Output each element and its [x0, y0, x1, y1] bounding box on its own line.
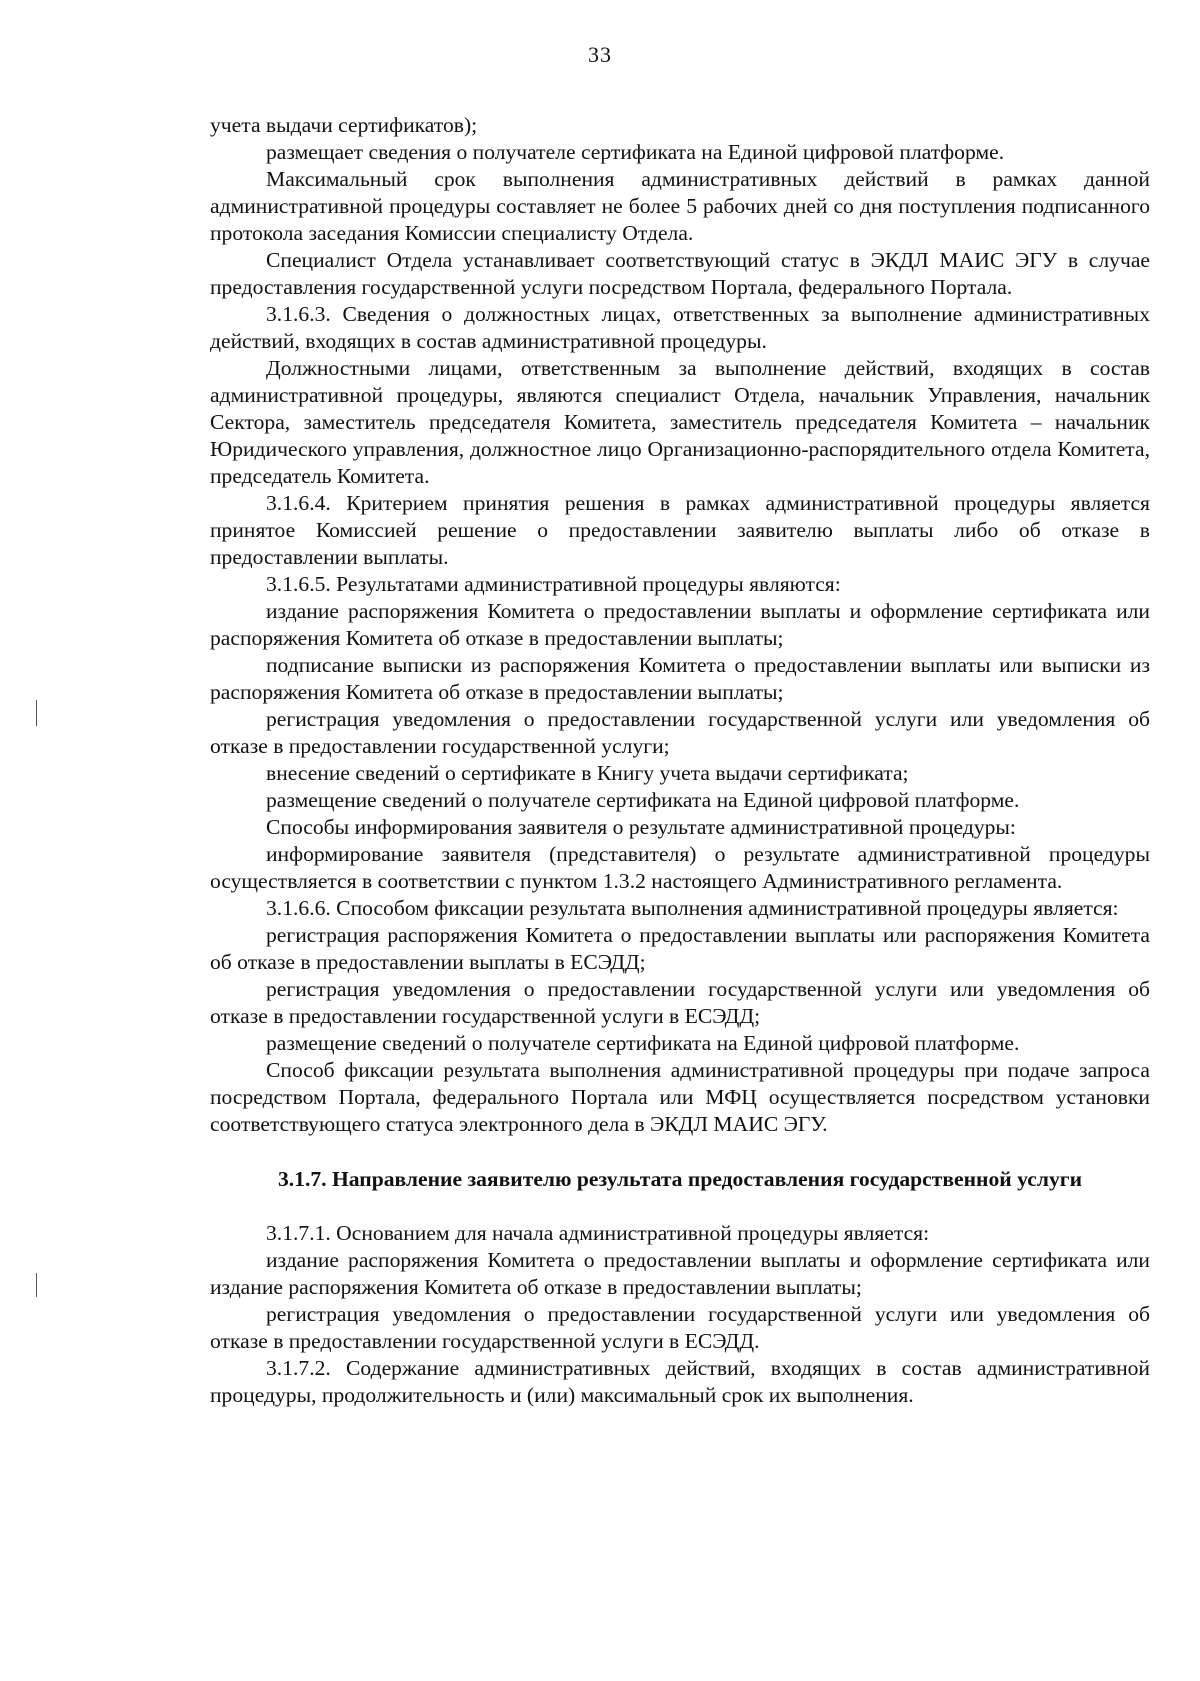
paragraph: Способ фиксации результата выполнения административной процедуры при подаче запроса посредством Портала, федерального Портала или МФЦ осуществляется посредством установки соответствующего статуса электронного дела в ЭКДЛ МАИС ЭГУ.: [210, 1058, 1150, 1136]
paragraph: 3.1.7.2. Содержание административных действий, входящих в состав административной процедуры, продолжительность и (или) максимальный срок их выполнения.: [210, 1356, 1150, 1407]
paragraph: регистрация уведомления о предоставлении государственной услуги или уведомления об отказе в предоставлении государственной услуги в ЕСЭДД.: [210, 1302, 1150, 1353]
paragraph: издание распоряжения Комитета о предоставлении выплаты и оформление сертификата или издание распоряжения Комитета об отказе в предоставлении выплаты;: [210, 1248, 1150, 1299]
paragraph: Должностными лицами, ответственным за выполнение действий, входящих в состав административной процедуры, являются специалист Отдела, начальник Управления, начальник Сектора, заместитель председателя Комитета, заместитель председателя Комитета – начальник Юридического управления, должностное лицо Организационно-распорядительного отдела Комитета, председатель Комитета.: [210, 356, 1150, 488]
scan-margin-mark: [36, 1273, 37, 1297]
paragraph: Способы информирования заявителя о результате административной процедуры:: [266, 815, 1016, 839]
paragraph: регистрация уведомления о предоставлении государственной услуги или уведомления об отказе в предоставлении государственной услуги;: [210, 707, 1150, 758]
document-body: [210, 112, 1150, 1409]
paragraph: 3.1.6.3. Сведения о должностных лицах, ответственных за выполнение административных действий, входящих в состав административной процедуры.: [210, 302, 1150, 353]
paragraph: информирование заявителя (представителя) о результате административной процедуры осуществляется в соответствии с пунктом 1.3.2 настоящего Административного регламента.: [210, 842, 1150, 893]
paragraph: Специалист Отдела устанавливает соответствующий статус в ЭКДЛ МАИС ЭГУ в случае предоставления государственной услуги посредством Портала, федерального Портала.: [210, 248, 1150, 299]
paragraph: 3.1.6.6. Способом фиксации результата выполнения административной процедуры является:: [266, 896, 1119, 920]
paragraph: подписание выписки из распоряжения Комитета о предоставлении выплаты или выписки из распоряжения Комитета об отказе в предоставлении выплаты;: [210, 653, 1150, 704]
paragraph: размещение сведений о получателе сертификата на Единой цифровой платформе.: [266, 1031, 1020, 1055]
paragraph: размещает сведения о получателе сертификата на Единой цифровой платформе.: [266, 140, 1005, 164]
paragraph: 3.1.7.1. Основанием для начала административной процедуры является:: [266, 1221, 930, 1245]
paragraph: издание распоряжения Комитета о предоставлении выплаты и оформление сертификата или распоряжения Комитета об отказе в предоставлении выплаты;: [210, 599, 1150, 650]
paragraph: регистрация уведомления о предоставлении государственной услуги или уведомления об отказе в предоставлении государственной услуги в ЕСЭДД;: [210, 977, 1150, 1028]
paragraphs-after-heading: [210, 1220, 1150, 1409]
paragraphs-before-heading: [210, 112, 1150, 1138]
paragraph: регистрация распоряжения Комитета о предоставлении выплаты или распоряжения Комитета об отказе в предоставлении выплаты в ЕСЭДД;: [210, 923, 1150, 974]
paragraph: размещение сведений о получателе сертификата на Единой цифровой платформе.: [266, 788, 1020, 812]
scan-margin-mark: [36, 700, 37, 726]
paragraph: внесение сведений о сертификате в Книгу учета выдачи сертификата;: [266, 761, 909, 785]
page-number: 33: [588, 42, 612, 67]
paragraph: 3.1.6.4. Критерием принятия решения в рамках административной процедуры является принятое Комиссией решение о предоставлении заявителю выплаты либо об отказе в предоставлении выплаты.: [210, 491, 1150, 569]
paragraph: учета выдачи сертификатов);: [210, 113, 478, 137]
paragraph: 3.1.6.5. Результатами административной процедуры являются:: [266, 572, 841, 596]
section-heading: 3.1.7. Направление заявителю результата предоставления государственной услуги: [277, 1167, 1083, 1191]
paragraph: Максимальный срок выполнения административных действий в рамках данной административной процедуры составляет не более 5 рабочих дней со дня поступления подписанного протокола заседания Комиссии специалисту Отдела.: [210, 167, 1150, 245]
